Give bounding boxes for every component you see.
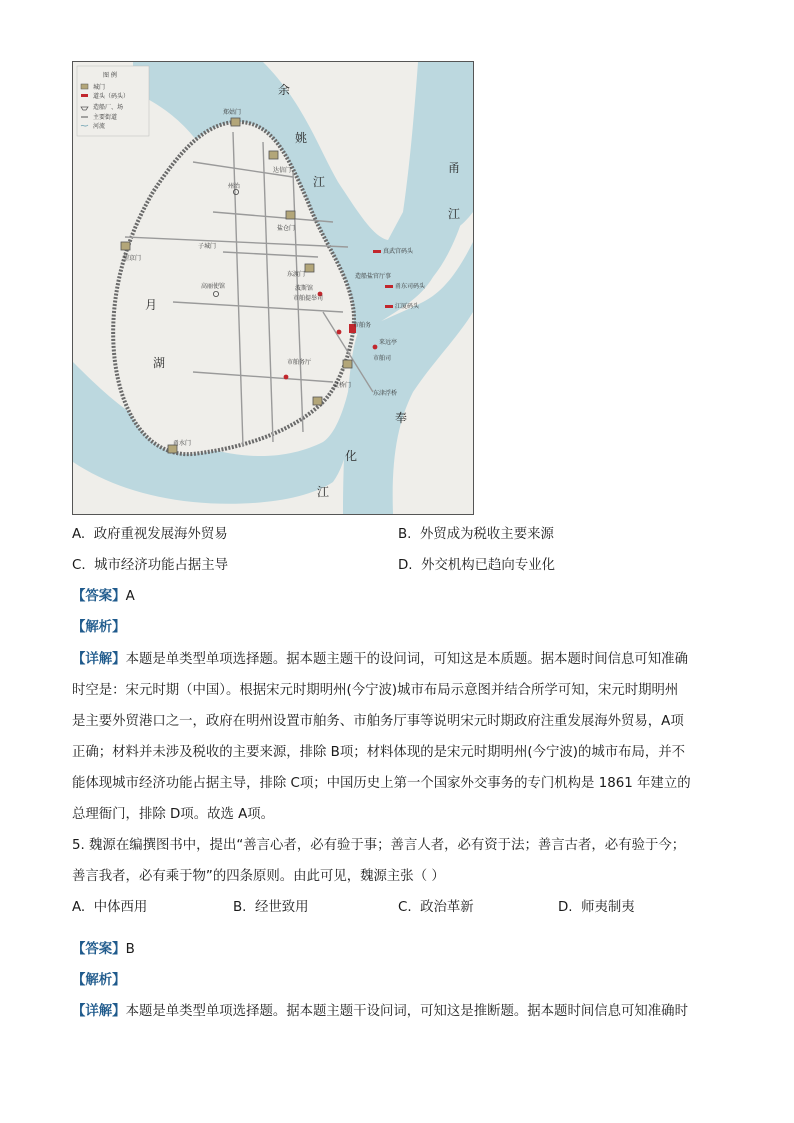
q4-detail-line: 【详解】本题是单类型单项选择题。据本题主题干的设问词，可知这是本质题。据本题时间信息可知准确 (72, 652, 688, 667)
svg-text:图 例: 图 例 (103, 72, 117, 79)
svg-text:真武宫码头: 真武宫码头 (383, 248, 414, 255)
q4-detail-line: 能体现城市经济功能占据主导，排除 C项；中国历史上第一个国家外交事务的专门机构是 1861 年建立的 (72, 776, 691, 791)
q4-option-d[interactable]: D. 外交机构已趋向专业化 (398, 558, 555, 573)
q4-detail-line: 正确；材料并未涉及税收的主要来源，排除 B项；材料体现的是宋元时期明州(今宁波)的城市布局，并不 (72, 745, 686, 760)
svg-text:江: 江 (317, 485, 330, 499)
svg-text:江厦码头: 江厦码头 (395, 303, 420, 310)
svg-text:江: 江 (313, 175, 326, 189)
svg-text:道头（码头）: 道头（码头） (93, 93, 130, 100)
svg-text:造船盐官厅事: 造船盐官厅事 (355, 273, 392, 280)
q5-stem (72, 830, 724, 892)
svg-text:化: 化 (345, 449, 358, 463)
svg-text:甬水门: 甬水门 (173, 440, 192, 447)
svg-text:市舶务厅: 市舶务厅 (287, 359, 312, 366)
q5-option-d[interactable]: D. 师夷制夷 (558, 900, 635, 915)
svg-text:湖: 湖 (153, 356, 166, 370)
q4-analysis-heading: 【解析】 (72, 620, 126, 635)
svg-text:奉: 奉 (395, 411, 408, 425)
q4-option-b[interactable]: B. 外贸成为税收主要来源 (398, 527, 554, 542)
ming-zhou-city-map (72, 61, 474, 515)
svg-text:波斯馆: 波斯馆 (295, 285, 314, 292)
q5-stem-line: 5. 魏源在编撰图书中，提出“善言心者，必有验于事；善言人者，必有资于法；善言古者，必有验于今； (72, 838, 686, 853)
svg-text:东渡门: 东渡门 (287, 271, 306, 278)
q4-answer: 【答案】A (72, 589, 135, 604)
svg-text:江: 江 (448, 207, 461, 221)
svg-text:余: 余 (278, 83, 291, 97)
q5-option-b[interactable]: B. 经世致用 (233, 900, 309, 915)
q4-detail-line: 总理衙门，排除 D项。故选 A项。 (72, 807, 275, 822)
map-svg (73, 62, 473, 514)
svg-text:市舶务: 市舶务 (353, 322, 372, 329)
q5-option-a[interactable]: A. 中体西用 (72, 900, 148, 915)
q4-option-a[interactable]: A. 政府重视发展海外贸易 (72, 527, 228, 542)
svg-text:造船厂、场: 造船厂、场 (93, 104, 124, 111)
q4-detail (72, 644, 724, 830)
svg-text:东津浮桥: 东津浮桥 (373, 390, 398, 397)
svg-text:河流: 河流 (93, 123, 106, 130)
svg-text:灵桥门: 灵桥门 (333, 382, 352, 389)
q4-option-c[interactable]: C. 城市经济功能占据主导 (72, 558, 229, 573)
svg-text:市舶司: 市舶司 (373, 355, 392, 362)
svg-text:高丽使馆: 高丽使馆 (201, 283, 226, 290)
svg-text:望京门: 望京门 (123, 255, 142, 262)
q5-detail: 【详解】本题是单类型单项选择题。据本题主题干设问词，可知这是推断题。据本题时间信息可知准确时 (72, 1004, 688, 1019)
svg-text:达信门: 达信门 (273, 167, 292, 174)
svg-text:甬: 甬 (448, 161, 461, 175)
svg-text:甬东司码头: 甬东司码头 (395, 283, 426, 290)
q4-detail-line: 是主要外贸港口之一，政府在明州设置市舶务、市舶务厅事等说明宋元时期政府注重发展海外贸易，A项 (72, 714, 684, 729)
q5-analysis-heading: 【解析】 (72, 973, 126, 988)
svg-text:城门: 城门 (93, 84, 106, 91)
svg-text:姚: 姚 (295, 131, 308, 145)
svg-text:盐仓门: 盐仓门 (277, 225, 296, 232)
svg-text:来远亭: 来远亭 (379, 339, 398, 346)
q4-detail-line: 时空是：宋元时期（中国）。根据宋元时期明州(今宁波)城市布局示意图并结合所学可知，宋元时期明州 (72, 683, 679, 698)
svg-text:子城门: 子城门 (198, 243, 217, 250)
svg-text:州治: 州治 (228, 183, 241, 190)
svg-text:月: 月 (145, 298, 158, 312)
q5-answer: 【答案】B (72, 942, 135, 957)
svg-text:市舶提举司: 市舶提举司 (293, 295, 324, 302)
svg-text:郑姑门: 郑姑门 (223, 109, 242, 116)
svg-text:主要街道: 主要街道 (93, 114, 118, 121)
q5-stem-line: 善言我者，必有乘于物”的四条原则。由此可见，魏源主张（ ） (72, 869, 445, 884)
q5-option-c[interactable]: C. 政治革新 (398, 900, 474, 915)
